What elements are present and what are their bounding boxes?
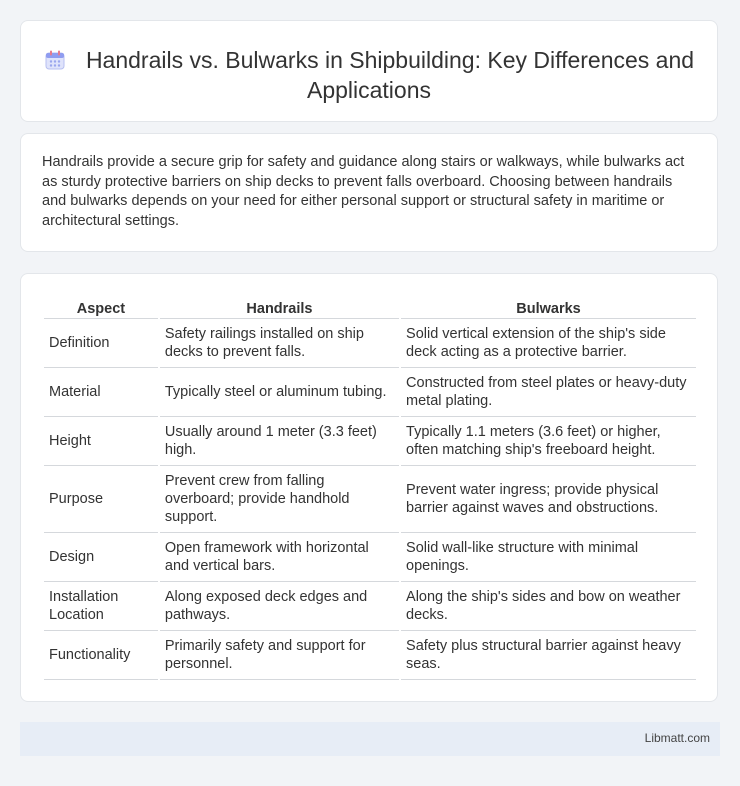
page-title-wrap (21, 45, 717, 105)
table-row (44, 631, 696, 680)
title-card (20, 20, 718, 122)
bulwarks-cell: Typically 1.1 meters (3.6 feet) or higher, often matching ship's freeboard height. (401, 417, 696, 466)
bulwarks-cell: Prevent water ingress; provide physical barrier against waves and obstructions. (401, 466, 696, 533)
bulwarks-cell: Constructed from steel plates or heavy-duty metal plating. (401, 368, 696, 417)
page-title: Handrails vs. Bulwarks in Shipbuilding: Key Differences and Applications (85, 47, 695, 103)
handrails-cell: Typically steel or aluminum tubing. (160, 368, 399, 417)
aspect-cell: Design (44, 533, 158, 582)
column-header-bulwarks: Bulwarks (401, 296, 696, 319)
aspect-cell: Height (44, 417, 158, 466)
handrails-cell: Along exposed deck edges and pathways. (160, 582, 399, 631)
bulwarks-cell: Solid wall-like structure with minimal openings. (401, 533, 696, 582)
intro-card (20, 133, 718, 252)
table-row (44, 466, 696, 533)
bulwarks-cell: Along the ship's sides and bow on weather decks. (401, 582, 696, 631)
table-row (44, 319, 696, 368)
bulwarks-cell: Solid vertical extension of the ship's side deck acting as a protective barrier. (401, 319, 696, 368)
column-header-aspect: Aspect (44, 296, 158, 319)
table-row (44, 533, 696, 582)
table-header-row (44, 296, 696, 319)
aspect-cell: Installation Location (44, 582, 158, 631)
bulwarks-cell: Safety plus structural barrier against heavy seas. (401, 631, 696, 680)
intro-paragraph: Handrails provide a secure grip for safety and guidance along stairs or walkways, while bulwarks act as sturdy protective barriers on ship decks to prevent falls overboard. Choosing between handrails and bulwarks depends on your need for either personal support or structural safety in maritime or architectural settings. (42, 154, 685, 229)
comparison-card (20, 273, 718, 702)
table-row (44, 417, 696, 466)
aspect-cell: Definition (44, 319, 158, 368)
aspect-cell: Purpose (44, 466, 158, 533)
footer-site-link[interactable]: Libmatt.com (644, 731, 710, 745)
handrails-cell: Primarily safety and support for personnel. (160, 631, 399, 680)
handrails-cell: Usually around 1 meter (3.3 feet) high. (160, 417, 399, 466)
comparison-table (42, 296, 698, 680)
aspect-cell: Material (44, 368, 158, 417)
calendar-icon (44, 48, 66, 70)
handrails-cell: Safety railings installed on ship decks to prevent falls. (160, 319, 399, 368)
table-row (44, 582, 696, 631)
table-row (44, 368, 696, 417)
handrails-cell: Open framework with horizontal and vertical bars. (160, 533, 399, 582)
column-header-handrails: Handrails (160, 296, 399, 319)
handrails-cell: Prevent crew from falling overboard; provide handhold support. (160, 466, 399, 533)
footer-bar (20, 722, 720, 756)
aspect-cell: Functionality (44, 631, 158, 680)
